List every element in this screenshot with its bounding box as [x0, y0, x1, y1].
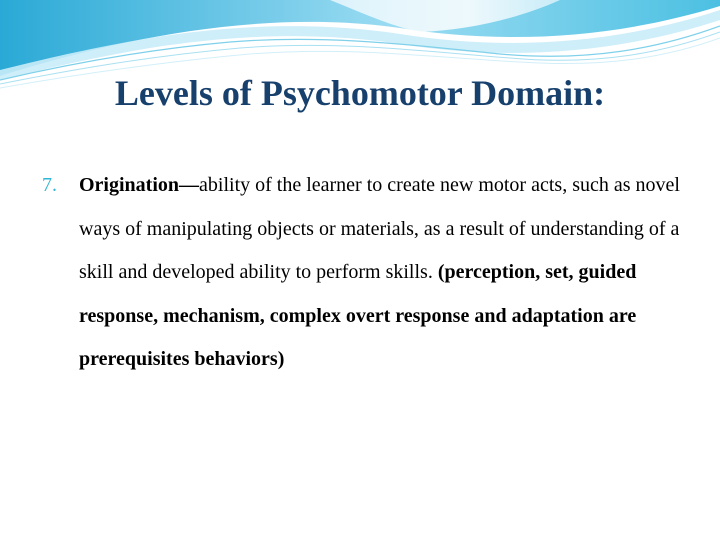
list-item — [42, 164, 682, 382]
item-number: 7. — [42, 174, 57, 196]
item-dash: — — [179, 174, 200, 196]
item-body — [79, 164, 682, 382]
item-text: ability of the learner to create new motor acts, such as novel ways of manipulating objects or materials, as a result of understanding of a skill and developed ability to perform skills. — [79, 174, 680, 283]
slide-title: Levels of Psychomotor Domain: — [114, 73, 606, 113]
item-note: (perception, set, guided response, mechanism, complex overt response and adaptation are prerequisites behaviors) — [79, 261, 637, 370]
content-area — [42, 164, 682, 382]
item-term: Origination — [79, 174, 180, 196]
